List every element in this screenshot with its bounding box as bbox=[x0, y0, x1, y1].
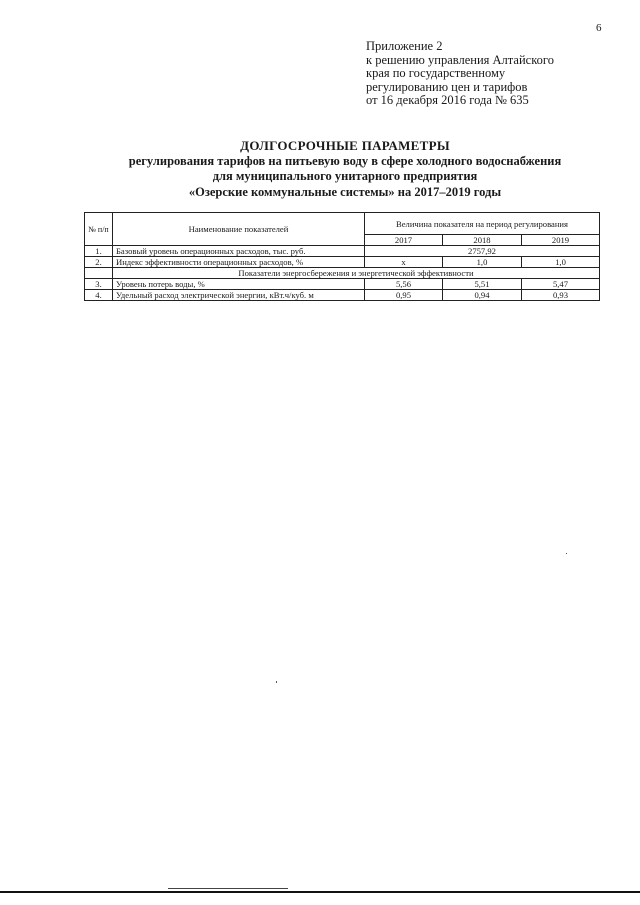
row-value-2019: 1,0 bbox=[522, 257, 600, 268]
appendix-line: края по государственному bbox=[366, 66, 506, 81]
header-value-period: Величина показателя на период регулирования bbox=[365, 213, 600, 235]
appendix-block bbox=[366, 40, 554, 108]
row-number: 4. bbox=[85, 290, 113, 301]
row-value-merged: 2757,92 bbox=[365, 246, 600, 257]
title-line: для муниципального унитарного предприятия bbox=[212, 169, 478, 183]
table-header-row bbox=[85, 213, 600, 235]
section-energy-efficiency: Показатели энергосбережения и энергетической эффективности bbox=[113, 268, 600, 279]
row-number: 3. bbox=[85, 279, 113, 290]
row-name: Удельный расход электрической энергии, кВт.ч/куб. м bbox=[113, 290, 365, 301]
parameters-table bbox=[84, 212, 600, 301]
row-name: Базовый уровень операционных расходов, тыс. руб. bbox=[113, 246, 365, 257]
section-number-empty bbox=[85, 268, 113, 279]
appendix-line: Приложение 2 bbox=[366, 39, 443, 53]
header-year: 2019 bbox=[522, 235, 600, 246]
scan-speck bbox=[566, 553, 567, 554]
header-number: № п/п bbox=[85, 213, 113, 246]
row-value-2018: 0,94 bbox=[443, 290, 522, 301]
header-year: 2017 bbox=[365, 235, 443, 246]
page-number: 6 bbox=[596, 22, 602, 34]
document-title bbox=[80, 138, 610, 200]
table-row bbox=[85, 246, 600, 257]
row-value-2017: x bbox=[365, 257, 443, 268]
row-value-2018: 5,51 bbox=[443, 279, 522, 290]
header-name: Наименование показателей bbox=[113, 213, 365, 246]
row-value-2018: 1,0 bbox=[443, 257, 522, 268]
title-line: «Озерские коммунальные системы» на 2017–2019 годы bbox=[188, 184, 502, 199]
row-number: 2. bbox=[85, 257, 113, 268]
row-value-2017: 5,56 bbox=[365, 279, 443, 290]
row-value-2019: 5,47 bbox=[522, 279, 600, 290]
row-value-2017: 0,95 bbox=[365, 290, 443, 301]
table-section-row bbox=[85, 268, 600, 279]
scan-bottom-edge bbox=[0, 891, 640, 893]
scan-speck bbox=[276, 681, 277, 683]
appendix-line: к решению управления Алтайского bbox=[366, 52, 554, 67]
table-row bbox=[85, 279, 600, 290]
row-number: 1. bbox=[85, 246, 113, 257]
table-row bbox=[85, 257, 600, 268]
table-row bbox=[85, 290, 600, 301]
title-line: регулирования тарифов на питьевую воду в сфере холодного водоснабжения bbox=[128, 153, 562, 168]
title-main: ДОЛГОСРОЧНЫЕ ПАРАМЕТРЫ bbox=[240, 138, 450, 153]
appendix-line: от 16 декабря 2016 года № 635 bbox=[366, 93, 529, 108]
row-name: Индекс эффективности операционных расходов, % bbox=[113, 257, 365, 268]
scan-streak bbox=[168, 888, 288, 889]
appendix-line: регулированию цен и тарифов bbox=[366, 79, 528, 94]
row-name: Уровень потерь воды, % bbox=[113, 279, 365, 290]
row-value-2019: 0,93 bbox=[522, 290, 600, 301]
header-year: 2018 bbox=[443, 235, 522, 246]
